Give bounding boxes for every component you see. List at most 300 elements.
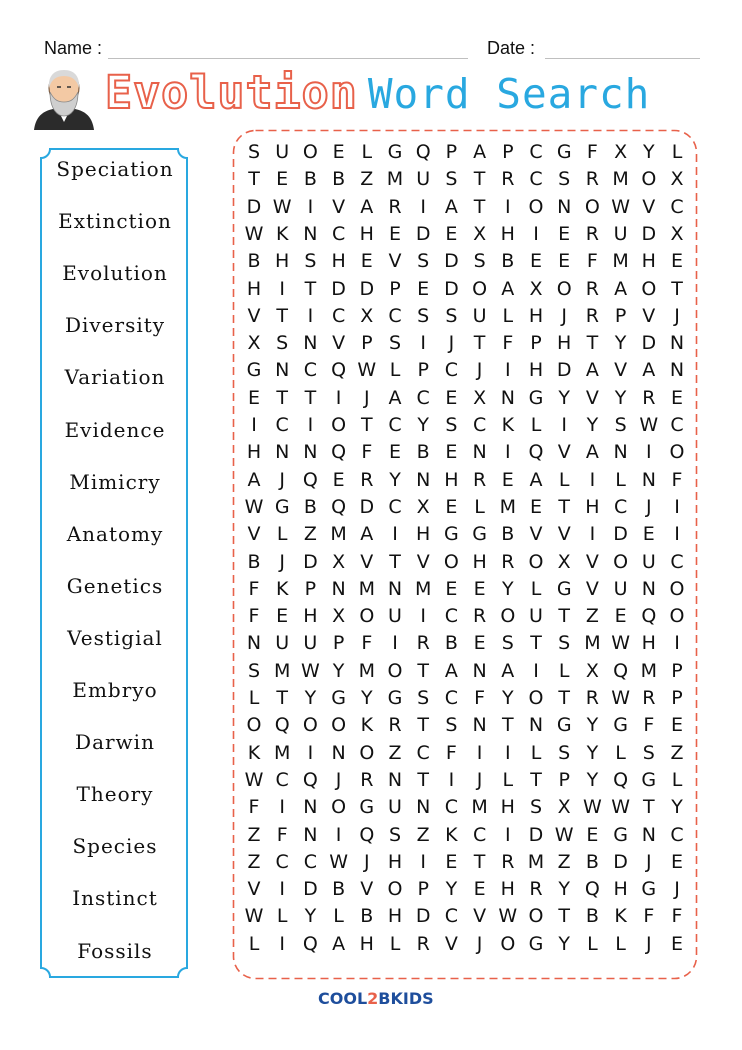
grid-cell[interactable]: S	[445, 714, 458, 737]
grid-cell[interactable]: F	[248, 796, 260, 819]
grid-cell[interactable]: W	[554, 823, 574, 846]
grid-cell[interactable]: T	[276, 304, 288, 327]
grid-cell[interactable]: I	[674, 632, 680, 655]
date-field[interactable]	[545, 58, 700, 59]
grid-cell[interactable]: I	[448, 768, 455, 791]
grid-cell[interactable]: X	[360, 304, 374, 327]
grid-cell[interactable]: G	[331, 687, 346, 709]
grid-cell[interactable]: N	[641, 823, 656, 846]
grid-cell[interactable]: N	[303, 222, 318, 245]
grid-cell[interactable]: A	[444, 195, 458, 218]
grid-cell[interactable]: I	[589, 468, 596, 491]
grid-cell[interactable]: W	[357, 359, 377, 382]
grid-cell[interactable]: T	[417, 714, 429, 737]
grid-cell[interactable]: V	[388, 250, 402, 273]
grid-cell[interactable]: T	[530, 632, 542, 655]
grid-cell[interactable]: W	[244, 222, 264, 245]
grid-cell[interactable]: H	[387, 905, 403, 928]
grid-cell[interactable]: I	[279, 277, 285, 300]
grid-cell[interactable]: F	[671, 905, 683, 928]
grid-cell[interactable]: W	[244, 905, 264, 928]
grid-cell[interactable]: Y	[360, 687, 373, 709]
grid-cell[interactable]: R	[360, 768, 374, 791]
grid-cell[interactable]: S	[642, 741, 655, 764]
grid-cell[interactable]: H	[641, 632, 656, 655]
grid-cell[interactable]: C	[275, 850, 289, 873]
grid-cell[interactable]: I	[279, 796, 285, 819]
grid-cell[interactable]: O	[359, 605, 375, 628]
grid-cell[interactable]: E	[445, 222, 458, 245]
grid-cell[interactable]: E	[445, 850, 458, 873]
grid-cell[interactable]: X	[557, 550, 571, 573]
grid-cell[interactable]: A	[501, 659, 515, 682]
grid-cell[interactable]: T	[276, 687, 288, 709]
grid-cell[interactable]: C	[613, 495, 628, 518]
grid-cell[interactable]: V	[360, 550, 374, 573]
grid-cell[interactable]: V	[642, 304, 656, 327]
grid-cell[interactable]: Q	[274, 714, 290, 737]
grid-cell[interactable]: U	[613, 577, 628, 600]
grid-cell[interactable]: D	[303, 550, 318, 573]
grid-cell[interactable]: V	[557, 441, 571, 464]
grid-cell[interactable]: P	[389, 277, 401, 300]
grid-cell[interactable]: C	[275, 414, 289, 436]
grid-cell[interactable]: Q	[641, 605, 657, 628]
grid-cell[interactable]: N	[303, 332, 318, 355]
grid-cell[interactable]: N	[472, 441, 487, 464]
grid-cell[interactable]: Q	[359, 823, 375, 846]
grid-cell[interactable]: E	[558, 222, 571, 245]
grid-cell[interactable]: S	[558, 741, 571, 764]
grid-cell[interactable]: S	[247, 141, 261, 163]
grid-cell[interactable]: N	[669, 332, 685, 355]
grid-cell[interactable]: I	[392, 523, 398, 546]
grid-cell[interactable]: P	[417, 359, 429, 382]
grid-cell[interactable]: Z	[247, 823, 261, 846]
grid-cell[interactable]: L	[361, 141, 373, 163]
grid-cell[interactable]: F	[671, 468, 683, 491]
grid-cell[interactable]: E	[388, 222, 401, 245]
grid-cell[interactable]: O	[669, 441, 685, 464]
grid-cell[interactable]: A	[585, 441, 599, 464]
grid-cell[interactable]: C	[670, 823, 684, 846]
grid-cell[interactable]: A	[360, 195, 374, 218]
grid-cell[interactable]: R	[501, 168, 515, 191]
grid-cell[interactable]: C	[670, 414, 684, 436]
grid-cell[interactable]: U	[613, 222, 628, 245]
grid-cell[interactable]: T	[586, 332, 599, 355]
grid-cell[interactable]: U	[388, 796, 402, 819]
grid-cell[interactable]: E	[247, 386, 260, 409]
grid-cell[interactable]: Y	[586, 741, 599, 764]
grid-cell[interactable]: L	[530, 741, 542, 764]
grid-cell[interactable]: Q	[331, 359, 347, 382]
grid-cell[interactable]: Y	[445, 878, 458, 901]
grid-cell[interactable]: U	[275, 632, 290, 655]
grid-cell[interactable]: L	[558, 468, 570, 491]
grid-cell[interactable]: X	[670, 222, 684, 245]
grid-cell[interactable]: B	[444, 632, 458, 655]
grid-cell[interactable]: C	[275, 768, 289, 791]
grid-cell[interactable]: Y	[304, 905, 317, 928]
grid-cell[interactable]: Q	[331, 495, 347, 518]
grid-cell[interactable]: R	[585, 168, 599, 191]
grid-cell[interactable]: E	[276, 168, 289, 191]
grid-cell[interactable]: T	[304, 386, 317, 409]
grid-cell[interactable]: X	[332, 550, 346, 573]
grid-cell[interactable]: W	[582, 796, 602, 819]
grid-cell[interactable]: C	[444, 605, 459, 628]
grid-cell[interactable]: J	[674, 878, 680, 901]
grid-cell[interactable]: I	[335, 823, 342, 846]
grid-cell[interactable]: C	[444, 796, 459, 819]
grid-cell[interactable]: H	[303, 605, 318, 628]
grid-cell[interactable]: W	[300, 659, 320, 682]
grid-cell[interactable]: O	[641, 277, 657, 300]
grid-cell[interactable]: H	[557, 332, 572, 355]
grid-cell[interactable]: P	[417, 878, 429, 901]
grid-cell[interactable]: P	[332, 632, 345, 655]
grid-cell[interactable]: M	[471, 796, 488, 819]
grid-cell[interactable]: N	[613, 441, 628, 464]
grid-cell[interactable]: B	[360, 905, 374, 928]
grid-cell[interactable]: N	[246, 632, 262, 655]
grid-cell[interactable]: V	[614, 359, 628, 382]
grid-cell[interactable]: O	[500, 932, 516, 955]
grid-cell[interactable]: C	[303, 850, 318, 873]
grid-cell[interactable]: E	[670, 250, 683, 273]
grid-cell[interactable]: E	[473, 878, 486, 901]
grid-cell[interactable]: T	[248, 168, 260, 191]
grid-cell[interactable]: U	[303, 632, 318, 655]
grid-cell[interactable]: I	[251, 414, 257, 436]
grid-cell[interactable]: I	[504, 441, 511, 464]
grid-cell[interactable]: S	[501, 632, 514, 655]
grid-cell[interactable]: N	[303, 823, 318, 846]
grid-cell[interactable]: F	[643, 905, 655, 928]
grid-cell[interactable]: F	[643, 714, 655, 737]
grid-cell[interactable]: C	[529, 168, 543, 191]
grid-cell[interactable]: M	[358, 577, 375, 600]
grid-cell[interactable]: Y	[501, 577, 514, 600]
grid-cell[interactable]: I	[674, 495, 680, 518]
grid-cell[interactable]: I	[307, 195, 314, 218]
grid-cell[interactable]: U	[641, 550, 656, 573]
grid-cell[interactable]: A	[529, 468, 543, 491]
grid-cell[interactable]: I	[307, 741, 314, 764]
grid-cell[interactable]: I	[504, 823, 511, 846]
grid-cell[interactable]: Q	[302, 768, 318, 791]
grid-cell[interactable]: O	[359, 741, 375, 764]
grid-cell[interactable]: L	[530, 577, 542, 600]
grid-cell[interactable]: R	[585, 687, 599, 709]
grid-cell[interactable]: Q	[584, 878, 600, 901]
grid-cell[interactable]: O	[472, 277, 488, 300]
grid-cell[interactable]: H	[585, 495, 600, 518]
grid-cell[interactable]: J	[335, 768, 342, 791]
grid-cell[interactable]: I	[279, 878, 285, 901]
grid-cell[interactable]: X	[557, 796, 571, 819]
grid-cell[interactable]: P	[614, 304, 627, 327]
grid-cell[interactable]: E	[276, 605, 289, 628]
grid-cell[interactable]: R	[388, 195, 402, 218]
grid-cell[interactable]: S	[529, 796, 543, 819]
grid-cell[interactable]: Y	[501, 687, 514, 709]
grid-cell[interactable]: Z	[247, 850, 261, 873]
grid-cell[interactable]: D	[359, 277, 375, 300]
grid-cell[interactable]: L	[248, 687, 260, 709]
grid-cell[interactable]: I	[645, 441, 652, 464]
grid-cell[interactable]: O	[528, 550, 544, 573]
grid-cell[interactable]: T	[276, 386, 288, 409]
grid-cell[interactable]: T	[501, 714, 514, 737]
grid-cell[interactable]: M	[584, 632, 601, 655]
grid-cell[interactable]: O	[387, 659, 403, 682]
grid-cell[interactable]: P	[671, 659, 683, 682]
grid-cell[interactable]: N	[331, 577, 346, 600]
grid-cell[interactable]: E	[586, 823, 599, 846]
grid-cell[interactable]: E	[558, 250, 571, 273]
grid-cell[interactable]: Y	[558, 932, 570, 955]
grid-cell[interactable]: C	[670, 550, 684, 573]
grid-cell[interactable]: I	[392, 632, 398, 655]
grid-cell[interactable]: G	[528, 932, 544, 955]
grid-cell[interactable]: E	[670, 932, 683, 955]
grid-cell[interactable]: N	[303, 441, 318, 464]
grid-cell[interactable]: V	[247, 304, 261, 327]
grid-cell[interactable]: U	[275, 141, 290, 163]
grid-cell[interactable]: S	[445, 304, 458, 327]
grid-cell[interactable]: L	[333, 905, 344, 928]
grid-cell[interactable]: J	[476, 768, 483, 791]
grid-cell[interactable]: X	[473, 222, 487, 245]
grid-cell[interactable]: J	[363, 386, 370, 409]
grid-cell[interactable]: D	[303, 878, 318, 901]
grid-cell[interactable]: P	[671, 687, 683, 709]
grid-cell[interactable]: Y	[642, 141, 655, 163]
grid-cell[interactable]: Q	[613, 659, 629, 682]
grid-cell[interactable]: I	[307, 304, 314, 327]
grid-cell[interactable]: O	[641, 168, 657, 191]
grid-cell[interactable]: Y	[304, 687, 317, 709]
grid-cell[interactable]: C	[444, 359, 459, 382]
grid-cell[interactable]: U	[472, 304, 487, 327]
grid-cell[interactable]: E	[445, 577, 458, 600]
grid-cell[interactable]: I	[420, 332, 426, 355]
grid-cell[interactable]: X	[416, 495, 430, 518]
grid-cell[interactable]: K	[501, 414, 515, 436]
grid-cell[interactable]: T	[360, 414, 373, 436]
grid-cell[interactable]: H	[359, 932, 374, 955]
grid-cell[interactable]: J	[448, 332, 455, 355]
grid-cell[interactable]: B	[332, 168, 346, 191]
grid-cell[interactable]: P	[445, 141, 458, 163]
grid-cell[interactable]: J	[645, 850, 652, 873]
grid-cell[interactable]: O	[669, 577, 685, 600]
grid-cell[interactable]: E	[670, 386, 683, 409]
grid-cell[interactable]: G	[641, 768, 657, 791]
grid-cell[interactable]: B	[501, 250, 515, 273]
grid-cell[interactable]: F	[586, 141, 598, 163]
grid-cell[interactable]: T	[671, 277, 683, 300]
grid-cell[interactable]: A	[332, 932, 346, 955]
grid-cell[interactable]: I	[674, 523, 680, 546]
grid-cell[interactable]: I	[420, 605, 426, 628]
grid-cell[interactable]: X	[614, 141, 628, 163]
grid-cell[interactable]: C	[472, 414, 487, 436]
grid-cell[interactable]: O	[528, 195, 544, 218]
grid-cell[interactable]: A	[360, 523, 374, 546]
grid-cell[interactable]: I	[589, 523, 596, 546]
grid-cell[interactable]: E	[670, 850, 683, 873]
grid-cell[interactable]: R	[585, 222, 599, 245]
grid-cell[interactable]: H	[500, 878, 515, 901]
grid-cell[interactable]: E	[360, 250, 373, 273]
grid-cell[interactable]: A	[501, 277, 515, 300]
grid-cell[interactable]: M	[612, 168, 629, 191]
grid-cell[interactable]: W	[611, 687, 630, 709]
grid-cell[interactable]: P	[530, 332, 542, 355]
grid-cell[interactable]: I	[561, 414, 567, 436]
grid-cell[interactable]: R	[501, 550, 515, 573]
grid-cell[interactable]: S	[614, 414, 627, 436]
grid-cell[interactable]: B	[585, 905, 599, 928]
grid-cell[interactable]: S	[473, 250, 486, 273]
grid-cell[interactable]: F	[361, 441, 373, 464]
grid-cell[interactable]: F	[276, 823, 288, 846]
grid-cell[interactable]: F	[361, 632, 373, 655]
grid-cell[interactable]: X	[332, 605, 346, 628]
grid-cell[interactable]: M	[527, 850, 545, 873]
grid-cell[interactable]: W	[329, 850, 348, 873]
grid-cell[interactable]: G	[613, 823, 628, 846]
grid-cell[interactable]: R	[642, 687, 656, 709]
grid-cell[interactable]: Z	[360, 168, 374, 191]
grid-cell[interactable]: Q	[613, 768, 629, 791]
grid-cell[interactable]: N	[641, 577, 656, 600]
grid-cell[interactable]: H	[387, 850, 403, 873]
grid-cell[interactable]: T	[642, 796, 655, 819]
grid-cell[interactable]: S	[417, 687, 430, 709]
grid-cell[interactable]: N	[303, 796, 318, 819]
grid-cell[interactable]: E	[417, 277, 430, 300]
grid-cell[interactable]: R	[416, 932, 430, 955]
grid-cell[interactable]: C	[444, 905, 459, 928]
grid-cell[interactable]: E	[332, 468, 345, 491]
grid-cell[interactable]: H	[500, 796, 515, 819]
grid-cell[interactable]: O	[528, 687, 544, 709]
grid-cell[interactable]: C	[444, 687, 459, 709]
grid-cell[interactable]: Q	[302, 932, 318, 955]
grid-cell[interactable]: H	[246, 441, 262, 464]
grid-cell[interactable]: T	[304, 277, 317, 300]
grid-cell[interactable]: H	[416, 523, 431, 546]
grid-cell[interactable]: E	[473, 577, 486, 600]
grid-cell[interactable]: U	[529, 605, 543, 628]
grid-cell[interactable]: S	[445, 414, 458, 436]
grid-cell[interactable]: M	[499, 495, 516, 518]
grid-cell[interactable]: V	[332, 195, 346, 218]
grid-cell[interactable]: M	[414, 577, 432, 600]
grid-cell[interactable]: N	[500, 386, 515, 409]
grid-cell[interactable]: Y	[586, 714, 599, 737]
grid-cell[interactable]: S	[417, 304, 430, 327]
grid-cell[interactable]: M	[386, 168, 404, 191]
grid-cell[interactable]: J	[279, 550, 285, 573]
grid-cell[interactable]: H	[500, 222, 515, 245]
grid-cell[interactable]: G	[444, 523, 459, 546]
grid-cell[interactable]: N	[528, 714, 544, 737]
grid-cell[interactable]: A	[614, 277, 628, 300]
grid-cell[interactable]: Z	[585, 605, 599, 628]
grid-cell[interactable]: R	[529, 878, 543, 901]
grid-cell[interactable]: I	[307, 414, 314, 436]
grid-cell[interactable]: H	[528, 304, 544, 327]
grid-cell[interactable]: S	[558, 168, 571, 191]
grid-cell[interactable]: G	[274, 495, 290, 518]
grid-cell[interactable]: K	[360, 714, 374, 737]
grid-cell[interactable]: F	[248, 577, 260, 600]
grid-cell[interactable]: W	[272, 195, 292, 218]
grid-cell[interactable]: U	[388, 605, 402, 628]
grid-cell[interactable]: D	[415, 905, 431, 928]
grid-cell[interactable]: T	[473, 168, 486, 191]
grid-cell[interactable]: L	[276, 523, 288, 546]
grid-cell[interactable]: I	[420, 195, 426, 218]
grid-cell[interactable]: Y	[614, 332, 627, 355]
grid-cell[interactable]: S	[276, 332, 289, 355]
grid-cell[interactable]: J	[476, 932, 483, 955]
grid-cell[interactable]: Y	[389, 468, 401, 491]
grid-cell[interactable]: C	[670, 195, 684, 218]
grid-cell[interactable]: N	[275, 359, 290, 382]
grid-cell[interactable]: L	[248, 932, 260, 955]
grid-cell[interactable]: E	[529, 495, 542, 518]
grid-cell[interactable]: J	[645, 932, 652, 955]
grid-cell[interactable]: D	[528, 823, 544, 846]
grid-cell[interactable]: G	[387, 141, 403, 163]
grid-cell[interactable]: G	[528, 386, 544, 409]
grid-cell[interactable]: L	[558, 659, 570, 682]
grid-cell[interactable]: G	[556, 141, 572, 163]
grid-cell[interactable]: N	[387, 577, 403, 600]
grid-cell[interactable]: P	[361, 332, 373, 355]
grid-cell[interactable]: A	[388, 386, 402, 409]
grid-cell[interactable]: I	[335, 386, 342, 409]
grid-cell[interactable]: I	[533, 659, 539, 682]
grid-cell[interactable]: J	[279, 468, 285, 491]
grid-cell[interactable]: K	[275, 222, 289, 245]
grid-cell[interactable]: T	[417, 768, 429, 791]
grid-cell[interactable]: H	[472, 550, 487, 573]
grid-cell[interactable]: D	[641, 222, 657, 245]
grid-cell[interactable]: Z	[303, 523, 317, 546]
grid-cell[interactable]: S	[417, 250, 430, 273]
grid-cell[interactable]: V	[529, 523, 543, 546]
grid-cell[interactable]: W	[639, 414, 659, 436]
grid-cell[interactable]: O	[302, 714, 318, 737]
grid-cell[interactable]: I	[279, 932, 285, 955]
grid-cell[interactable]: M	[330, 523, 347, 546]
grid-cell[interactable]: M	[273, 741, 291, 764]
grid-cell[interactable]: X	[529, 277, 543, 300]
grid-cell[interactable]: V	[557, 523, 571, 546]
grid-cell[interactable]: L	[276, 905, 288, 928]
grid-cell[interactable]: V	[444, 932, 458, 955]
grid-cell[interactable]: T	[558, 605, 570, 628]
grid-cell[interactable]: D	[415, 222, 431, 245]
grid-cell[interactable]: E	[445, 495, 458, 518]
